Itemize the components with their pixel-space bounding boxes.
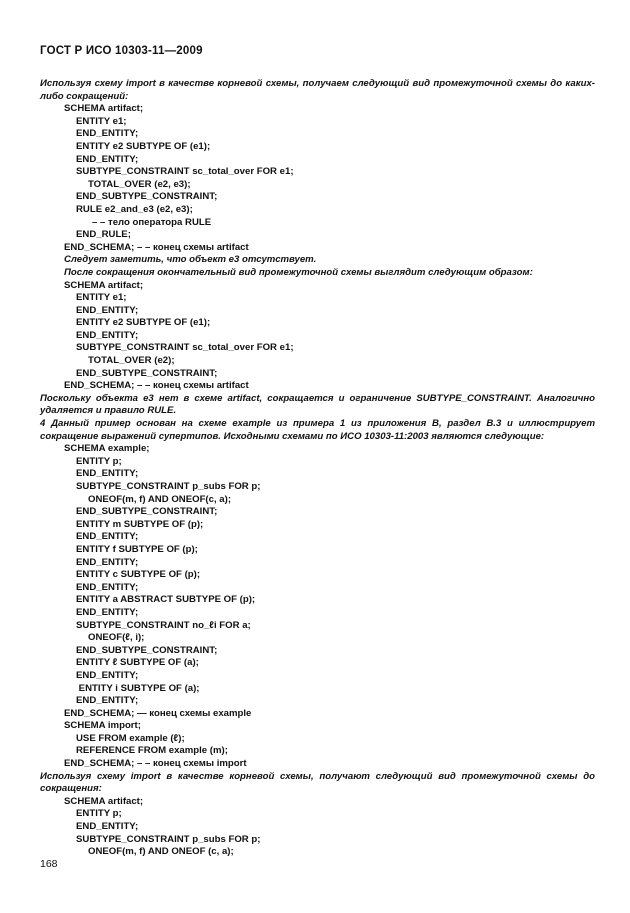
code-line: END_ENTITY; — [76, 153, 139, 165]
code-line: END_SCHEMA; – – конец схемы artifact — [64, 380, 249, 392]
code-line: ENTITY f SUBTYPE OF (p); — [76, 543, 198, 555]
code-line: END_ENTITY; — [76, 556, 139, 568]
code-line: SCHEMA artifact; — [64, 279, 144, 291]
code-line: ONEOF(m, f) AND ONEOF(c, a); — [88, 493, 232, 505]
code-line: REFERENCE FROM example (m); — [76, 745, 228, 757]
page-number: 168 — [40, 858, 58, 870]
code-line: SUBTYPE_CONSTRAINT no_ℓi FOR a; — [76, 619, 251, 631]
code-line: SUBTYPE_CONSTRAINT sc_total_over FOR e1; — [76, 166, 294, 178]
code-line: END_ENTITY; — [76, 606, 139, 618]
code-line: ENTITY i SUBTYPE OF (a); — [76, 682, 200, 694]
code-line: SCHEMA artifact; — [64, 103, 144, 115]
code-line: END_ENTITY; — [76, 669, 139, 681]
code-line: После сокращения окончательный вид промежуточной схемы выглядит следующим образом: — [64, 266, 533, 278]
code-line: END_ENTITY; — [76, 128, 139, 140]
code-line: SUBTYPE_CONSTRAINT sc_total_over FOR e1; — [76, 342, 294, 354]
code-line: ENTITY p; — [76, 808, 122, 820]
code-line: END_SUBTYPE_CONSTRAINT; — [76, 506, 218, 518]
code-line: ENTITY e2 SUBTYPE OF (e1); — [76, 317, 211, 329]
code-line: END_RULE; — [76, 229, 131, 241]
code-line: END_ENTITY; — [76, 304, 139, 316]
paragraph: Используя схему import в качестве корневой схемы, получаем следующий вид промежуточной схемы до каких-либо сокращений: — [40, 78, 595, 102]
code-line: SCHEMA example; — [64, 443, 150, 455]
code-line: TOTAL_OVER (e2); — [88, 355, 175, 367]
code-line: SUBTYPE_CONSTRAINT p_subs FOR p; — [76, 481, 261, 492]
code-line: END_SUBTYPE_CONSTRAINT; — [76, 367, 218, 379]
paragraph: 4 Данный пример основан на схеме example из примера 1 из приложения B, раздел B.3 и иллюстрирует сокращение выражений супертипов. Исходными схемами по ИСО 10303-11:2003 являются следующие: — [40, 418, 595, 442]
code-line: ENTITY p; — [76, 455, 122, 467]
code-line: SCHEMA import; — [64, 720, 141, 732]
code-line: ONEOF(m, f) AND ONEOF (c, a); — [88, 846, 234, 858]
code-line: END_ENTITY; — [76, 329, 139, 341]
code-line: ENTITY c SUBTYPE OF (p); — [76, 569, 201, 581]
code-line: END_ENTITY; — [76, 581, 139, 593]
code-line: END_SUBTYPE_CONSTRAINT; — [76, 191, 218, 203]
code-line: END_ENTITY; — [76, 821, 139, 833]
document-body — [40, 78, 595, 859]
code-line: END_ENTITY; — [76, 468, 139, 480]
code-line: RULE e2_and_e3 (e2, e3); — [76, 203, 193, 215]
code-line: ENTITY e2 SUBTYPE OF (e1); — [76, 140, 211, 152]
code-line: USE FROM example (ℓ); — [76, 732, 185, 744]
paragraph: Используя схему import в качестве корневой схемы, получают следующий вид промежуточной схемы до сокращения: — [40, 770, 595, 795]
page-header: ГОСТ Р ИСО 10303-11—2009 — [40, 45, 203, 57]
code-line: TOTAL_OVER (e2, e3); — [88, 178, 191, 190]
paragraph: Поскольку объекта e3 нет в схеме artifact, сокращается и ограничение SUBTYPE_CONSTRAINT. Аналогично удаляется и правило RULE. — [40, 392, 595, 417]
code-line: SCHEMA artifact; — [64, 795, 144, 807]
code-line: ENTITY e1; — [76, 292, 127, 304]
code-line: ENTITY ℓ SUBTYPE OF (a); — [76, 657, 199, 669]
code-line: END_SUBTYPE_CONSTRAINT; — [76, 644, 218, 656]
code-line: SUBTYPE_CONSTRAINT p_subs FOR p; — [76, 833, 261, 845]
code-line: END_ENTITY; — [76, 695, 139, 707]
code-line: Следует заметить, что объект e3 отсутствует. — [64, 254, 317, 266]
code-line: ENTITY m SUBTYPE OF (p); — [76, 518, 204, 530]
code-line: END_ENTITY; — [76, 531, 139, 543]
code-line: END_SCHEMA; – – конец схемы artifact — [64, 241, 249, 253]
code-line: ENTITY a ABSTRACT SUBTYPE OF (p); — [76, 594, 256, 606]
code-line: ENTITY e1; — [76, 115, 127, 127]
code-line: END_SCHEMA; — конец схемы example — [64, 707, 252, 719]
code-line: END_SCHEMA; – – конец схемы import — [64, 758, 247, 770]
code-line: ONEOF(ℓ, i); — [88, 632, 145, 644]
code-line: – – тело оператора RULE — [92, 216, 212, 228]
